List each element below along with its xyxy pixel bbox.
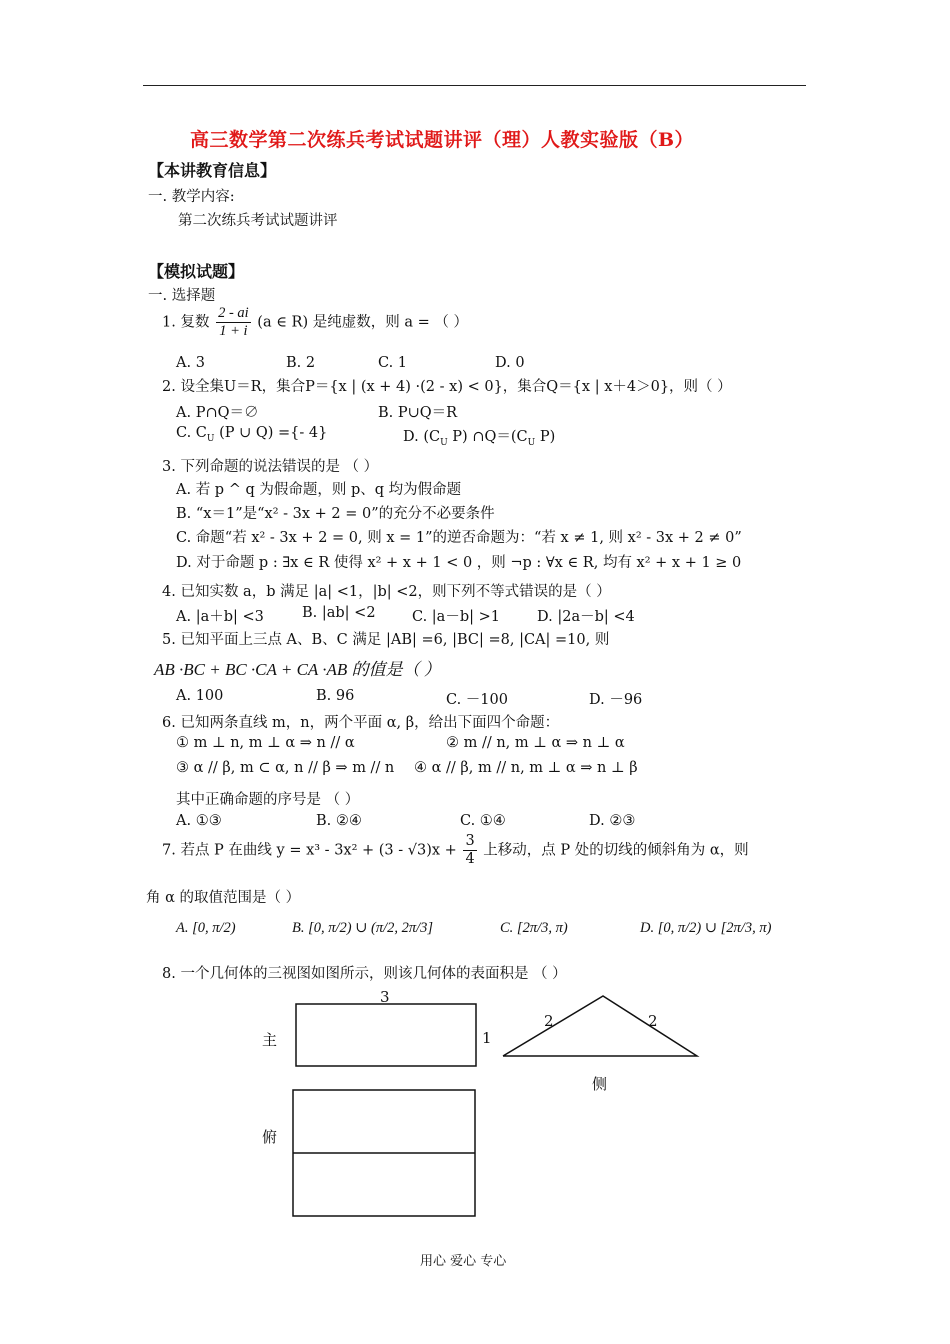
q1-denominator: 1 + i <box>219 323 248 339</box>
part-label: 一. 选择题 <box>148 288 216 304</box>
q6-prop-3: ③ α // β, m ⊂ α, n // β ⇒ m // n <box>176 760 395 776</box>
q3-option-b: B. “x＝1”是“x² - 3x + 2 = 0”的充分不必要条件 <box>176 506 495 522</box>
q3-option-c: C. 命题“若 x² - 3x + 2 = 0, 则 x = 1”的逆否命题为：“若 x ≠ 1, 则 x² - 3x + 2 ≠ 0” <box>176 530 742 546</box>
q2-d-mid: P) ∩Q＝(C <box>452 429 528 445</box>
q1-pre: 1. 复数 <box>162 314 210 331</box>
q7-pre: 7. 若点 P 在曲线 y = x³ - 3x² + (3 - √3)x + <box>162 842 457 859</box>
q1-numerator: 2 - ai <box>218 305 249 321</box>
q2-c-sub: U <box>206 433 215 444</box>
front-width-dim: 3 <box>380 988 390 1006</box>
section-info-heading: 【本讲教育信息】 <box>148 161 277 180</box>
q1-post: (a ∈ R) 是纯虚数，则 a = （ ） <box>257 314 468 331</box>
q1-option-a: A. 3 <box>176 355 205 371</box>
q1-option-c: C. 1 <box>378 355 408 371</box>
question-2: 2. 设全集U＝R，集合P＝{x | (x + 4) ·(2 - x) < 0}，集合Q＝{x | x＋4＞0}，则（ ） <box>162 379 732 395</box>
q1-option-b: B. 2 <box>286 355 316 371</box>
q7-numerator: 3 <box>465 833 475 849</box>
q2-option-b: B. P∪Q＝R <box>378 405 458 421</box>
front-view-rect <box>296 1004 476 1066</box>
side-right-dim: 2 <box>648 1012 658 1030</box>
q6-prop-2: ② m // n, m ⊥ α ⇒ n ⊥ α <box>446 735 625 751</box>
q7-denominator: 4 <box>465 851 475 867</box>
q6-prop-4: ④ α // β, m // n, m ⊥ α ⇒ n ⊥ β <box>414 760 638 776</box>
teach-content: 第二次练兵考试试题讲评 <box>178 213 338 229</box>
q2-d-sub: U <box>440 437 448 448</box>
plan-view-label: 俯 <box>262 1128 278 1146</box>
q6-option-a: A. ①③ <box>176 813 222 829</box>
side-left-dim: 2 <box>544 1012 554 1030</box>
q2-d-end: P) <box>539 429 556 445</box>
question-4: 4. 已知实数 a，b 满足 |a| <1，|b| <2，则下列不等式错误的是（ ） <box>162 584 611 600</box>
q6-option-d: D. ②③ <box>589 813 636 829</box>
q4-option-a: A. |a＋b| <3 <box>176 609 264 625</box>
q3-option-d: D. 对于命题 p : ∃x ∈ R 使得 x² + x + 1 < 0 ，则 ¬p : ∀x ∈ R, 均有 x² + x + 1 ≥ 0 <box>176 555 742 571</box>
side-view-triangle <box>503 996 697 1056</box>
question-6: 6. 已知两条直线 m，n，两个平面 α, β，给出下面四个命题： <box>162 715 560 731</box>
q2-c-post: (P ∪ Q) ={- 4} <box>219 425 328 441</box>
q6-option-b: B. ②④ <box>316 813 362 829</box>
front-view-label: 主 <box>262 1031 278 1049</box>
q5-option-b: B. 96 <box>316 688 355 704</box>
q2-c-label: C. C <box>176 425 207 441</box>
question-3: 3. 下列命题的说法错误的是 （ ） <box>162 459 379 475</box>
q3-option-a: A. 若 p ^ q 为假命题，则 p、q 均为假命题 <box>176 482 462 498</box>
section-exam-heading: 【模拟试题】 <box>148 262 245 281</box>
question-8: 8. 一个几何体的三视图如图所示，则该几何体的表面积是 （ ） <box>162 966 567 982</box>
page-footer: 用心 爱心 专心 <box>420 1254 507 1269</box>
q7-option-a: A. [0, π/2) <box>176 920 236 936</box>
q7-option-c: C. [2π/3, π) <box>500 920 568 936</box>
q5-option-c: C. －100 <box>446 692 508 708</box>
q4-option-c: C. |a－b| >1 <box>412 609 500 625</box>
q7-line-2: 角 α 的取值范围是（ ） <box>146 890 301 906</box>
q6-prop-1: ① m ⊥ n, m ⊥ α ⇒ n // α <box>176 735 355 751</box>
q7-option-b: B. [0, π/2) ∪ (π/2, 2π/3] <box>292 920 434 936</box>
q2-option-a: A. P∩Q＝∅ <box>176 405 259 421</box>
q7-option-d: D. [0, π/2) ∪ [2π/3, π) <box>640 920 772 936</box>
q6-option-c: C. ①④ <box>460 813 506 829</box>
q4-option-d: D. |2a－b| <4 <box>537 609 635 625</box>
q6-ask: 其中正确命题的序号是 （ ） <box>176 792 360 808</box>
q5-expression: AB ·BC + BC ·CA + CA ·AB 的值是（ ） <box>154 660 441 679</box>
q5-option-a: A. 100 <box>176 688 224 704</box>
q7-post: 上移动，点 P 处的切线的倾斜角为 α，则 <box>483 842 749 859</box>
page-title: 高三数学第二次练兵考试试题讲评（理）人教实验版（B） <box>190 129 695 151</box>
teach-label: 一. 教学内容: <box>148 189 235 205</box>
q1-option-d: D. 0 <box>495 355 525 371</box>
q5-option-d: D. －96 <box>589 692 643 708</box>
question-5: 5. 已知平面上三点 A、B、C 满足 |AB| =6, |BC| =8, |CA| =10, 则 <box>162 632 610 648</box>
side-view-label: 侧 <box>592 1075 608 1093</box>
front-height-dim: 1 <box>482 1029 492 1047</box>
q2-d-sub2: U <box>527 437 536 448</box>
q2-d-label: D. (C <box>403 429 441 445</box>
q4-option-b: B. |ab| <2 <box>302 605 376 621</box>
